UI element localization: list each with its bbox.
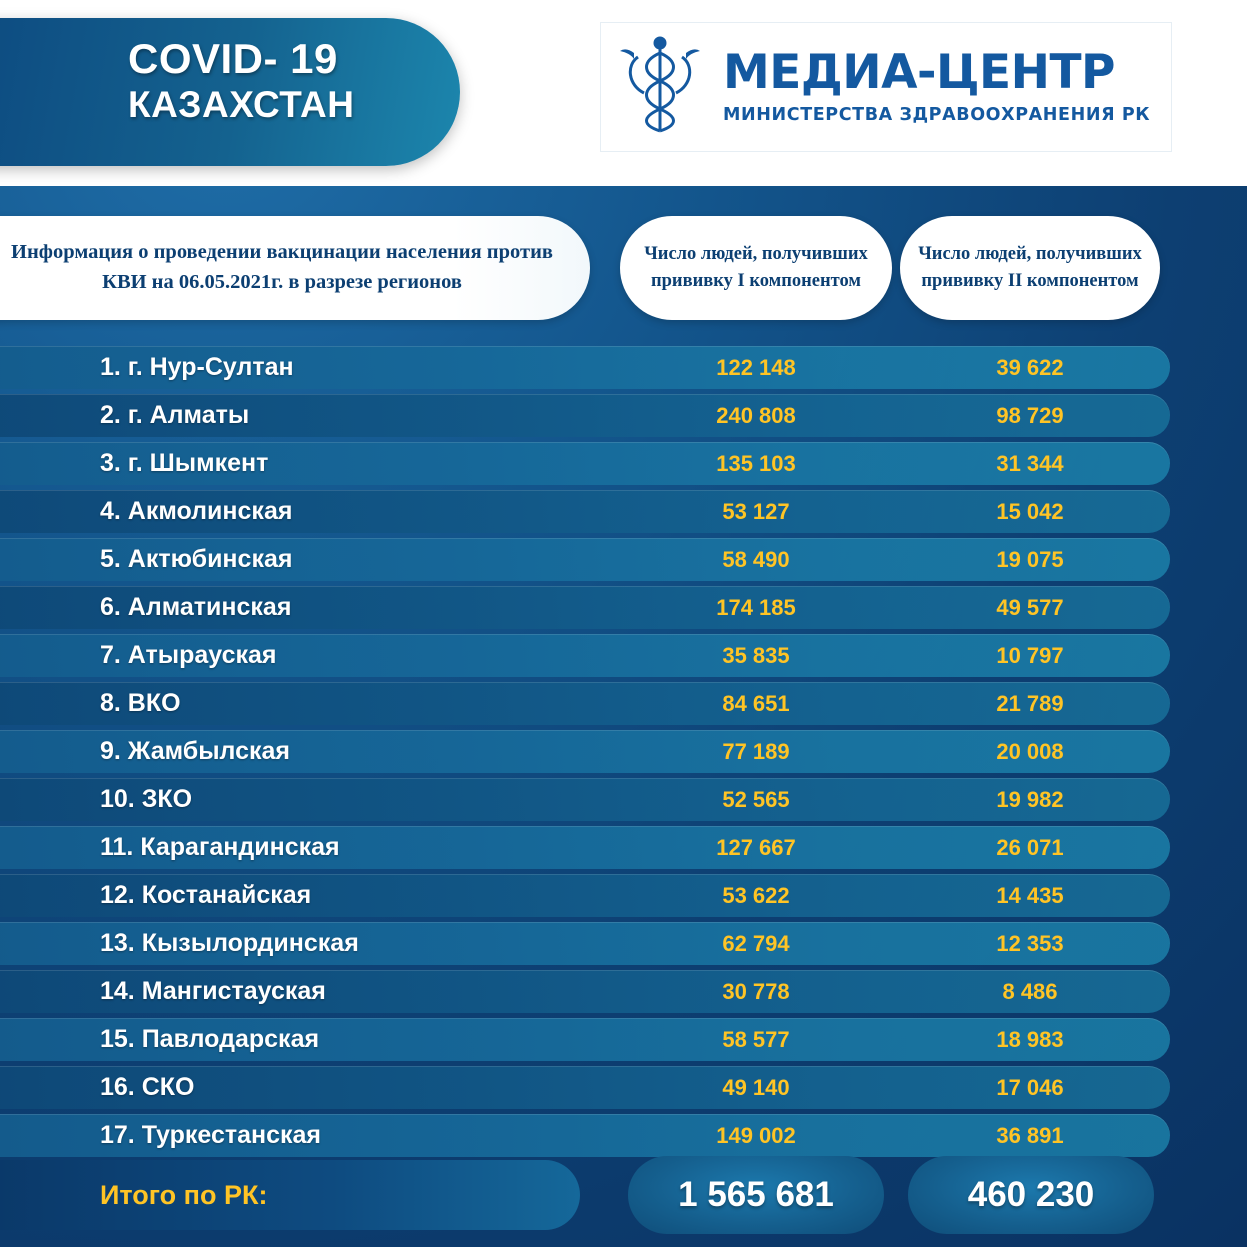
row-first-component-value: 135 103 bbox=[716, 451, 796, 476]
row-region-name: 4. Акмолинская bbox=[100, 497, 293, 525]
table-row bbox=[0, 536, 1247, 583]
page-title bbox=[128, 36, 354, 125]
table-row bbox=[0, 440, 1247, 487]
row-region-name: 10. ЗКО bbox=[100, 785, 193, 813]
logo-main-text: МЕДИА-ЦЕНТР bbox=[723, 45, 1116, 100]
row-first-component-value: 58 490 bbox=[722, 547, 790, 572]
row-second-component-value: 18 983 bbox=[996, 1027, 1064, 1052]
column-header-first-label: Число людей, получивших прививку I компонентом bbox=[644, 244, 868, 291]
table-row bbox=[0, 920, 1247, 967]
row-region-name: 7. Атырауская bbox=[100, 641, 277, 669]
row-second-component-value: 21 789 bbox=[996, 691, 1064, 716]
row-first-component-value: 53 127 bbox=[722, 499, 790, 524]
row-first-component-value: 30 778 bbox=[722, 979, 790, 1004]
column-header-region bbox=[0, 216, 590, 320]
row-region-name: 3. г. Шымкент bbox=[100, 449, 269, 477]
table-row bbox=[0, 728, 1247, 775]
table-row bbox=[0, 1016, 1247, 1063]
row-second-component-value: 12 353 bbox=[996, 931, 1064, 956]
media-center-logo bbox=[600, 22, 1172, 152]
row-first-component-value: 84 651 bbox=[722, 691, 790, 716]
total-second-value: 460 230 bbox=[967, 1175, 1095, 1214]
row-second-component-value: 31 344 bbox=[996, 451, 1064, 476]
row-first-component-value: 127 667 bbox=[716, 835, 796, 860]
row-region-name: 9. Жамбылская bbox=[100, 737, 291, 765]
row-region-name: 13. Кызылординская bbox=[100, 929, 359, 957]
row-second-component-value: 19 075 bbox=[996, 547, 1064, 572]
caduceus-icon bbox=[601, 28, 719, 146]
title-line-country: КАЗАХСТАН bbox=[128, 84, 355, 126]
row-region-name: 17. Туркестанская bbox=[100, 1121, 322, 1149]
row-first-component-value: 49 140 bbox=[722, 1075, 790, 1100]
row-second-component-value: 98 729 bbox=[996, 403, 1064, 428]
table-body bbox=[0, 344, 1247, 1160]
table-row bbox=[0, 968, 1247, 1015]
table-row bbox=[0, 488, 1247, 535]
row-first-component-value: 35 835 bbox=[722, 643, 790, 668]
row-first-component-value: 174 185 bbox=[716, 595, 796, 620]
row-first-component-value: 53 622 bbox=[722, 883, 790, 908]
column-header-first-component bbox=[620, 216, 892, 320]
table-row bbox=[0, 872, 1247, 919]
total-label: Итого по РК: bbox=[100, 1180, 268, 1210]
row-first-component-value: 62 794 bbox=[722, 931, 790, 956]
title-line-covid: COVID- 19 bbox=[128, 35, 338, 82]
table-row bbox=[0, 680, 1247, 727]
row-second-component-value: 10 797 bbox=[996, 643, 1064, 668]
column-header-second-component bbox=[900, 216, 1160, 320]
row-region-name: 14. Мангистауская bbox=[100, 977, 326, 1005]
row-region-name: 1. г. Нур-Султан bbox=[100, 353, 294, 381]
table-row bbox=[0, 392, 1247, 439]
row-region-name: 6. Алматинская bbox=[100, 593, 292, 621]
table-row bbox=[0, 584, 1247, 631]
row-second-component-value: 39 622 bbox=[996, 355, 1064, 380]
row-first-component-value: 122 148 bbox=[716, 355, 796, 380]
row-region-name: 8. ВКО bbox=[100, 689, 181, 717]
row-second-component-value: 20 008 bbox=[996, 739, 1064, 764]
row-region-name: 15. Павлодарская bbox=[100, 1025, 320, 1053]
row-first-component-value: 58 577 bbox=[722, 1027, 790, 1052]
row-region-name: 11. Карагандинская bbox=[100, 833, 340, 861]
row-region-name: 2. г. Алматы bbox=[100, 401, 250, 429]
row-first-component-value: 77 189 bbox=[722, 739, 790, 764]
row-second-component-value: 36 891 bbox=[996, 1123, 1064, 1148]
row-second-component-value: 15 042 bbox=[996, 499, 1064, 524]
row-second-component-value: 19 982 bbox=[996, 787, 1064, 812]
logo-sub-text: МИНИСТЕРСТВА ЗДРАВООХРАНЕНИЯ РК bbox=[723, 105, 1151, 125]
logo-wordmark bbox=[719, 45, 1151, 125]
total-first-value: 1 565 681 bbox=[678, 1175, 834, 1214]
row-second-component-value: 8 486 bbox=[1002, 979, 1058, 1004]
table-row bbox=[0, 776, 1247, 823]
row-first-component-value: 149 002 bbox=[716, 1123, 796, 1148]
table-row bbox=[0, 632, 1247, 679]
total-label-pill bbox=[0, 1160, 580, 1230]
table-header-row bbox=[0, 206, 1247, 328]
table-row bbox=[0, 824, 1247, 871]
row-region-name: 5. Актюбинская bbox=[100, 545, 293, 573]
column-header-region-label: Информация о проведении вакцинации населения против КВИ на 06.05.2021г. в разрезе регионов bbox=[11, 241, 553, 293]
row-region-name: 12. Костанайская bbox=[100, 881, 312, 909]
row-second-component-value: 26 071 bbox=[996, 835, 1064, 860]
row-first-component-value: 52 565 bbox=[722, 787, 790, 812]
row-second-component-value: 17 046 bbox=[996, 1075, 1064, 1100]
row-first-component-value: 240 808 bbox=[716, 403, 796, 428]
total-row bbox=[0, 1152, 1247, 1236]
table-row bbox=[0, 1064, 1247, 1111]
table-row bbox=[0, 344, 1247, 391]
row-second-component-value: 14 435 bbox=[996, 883, 1064, 908]
row-second-component-value: 49 577 bbox=[996, 595, 1064, 620]
column-header-second-label: Число людей, получивших прививку II компонентом bbox=[918, 244, 1142, 291]
row-region-name: 16. СКО bbox=[100, 1073, 195, 1101]
